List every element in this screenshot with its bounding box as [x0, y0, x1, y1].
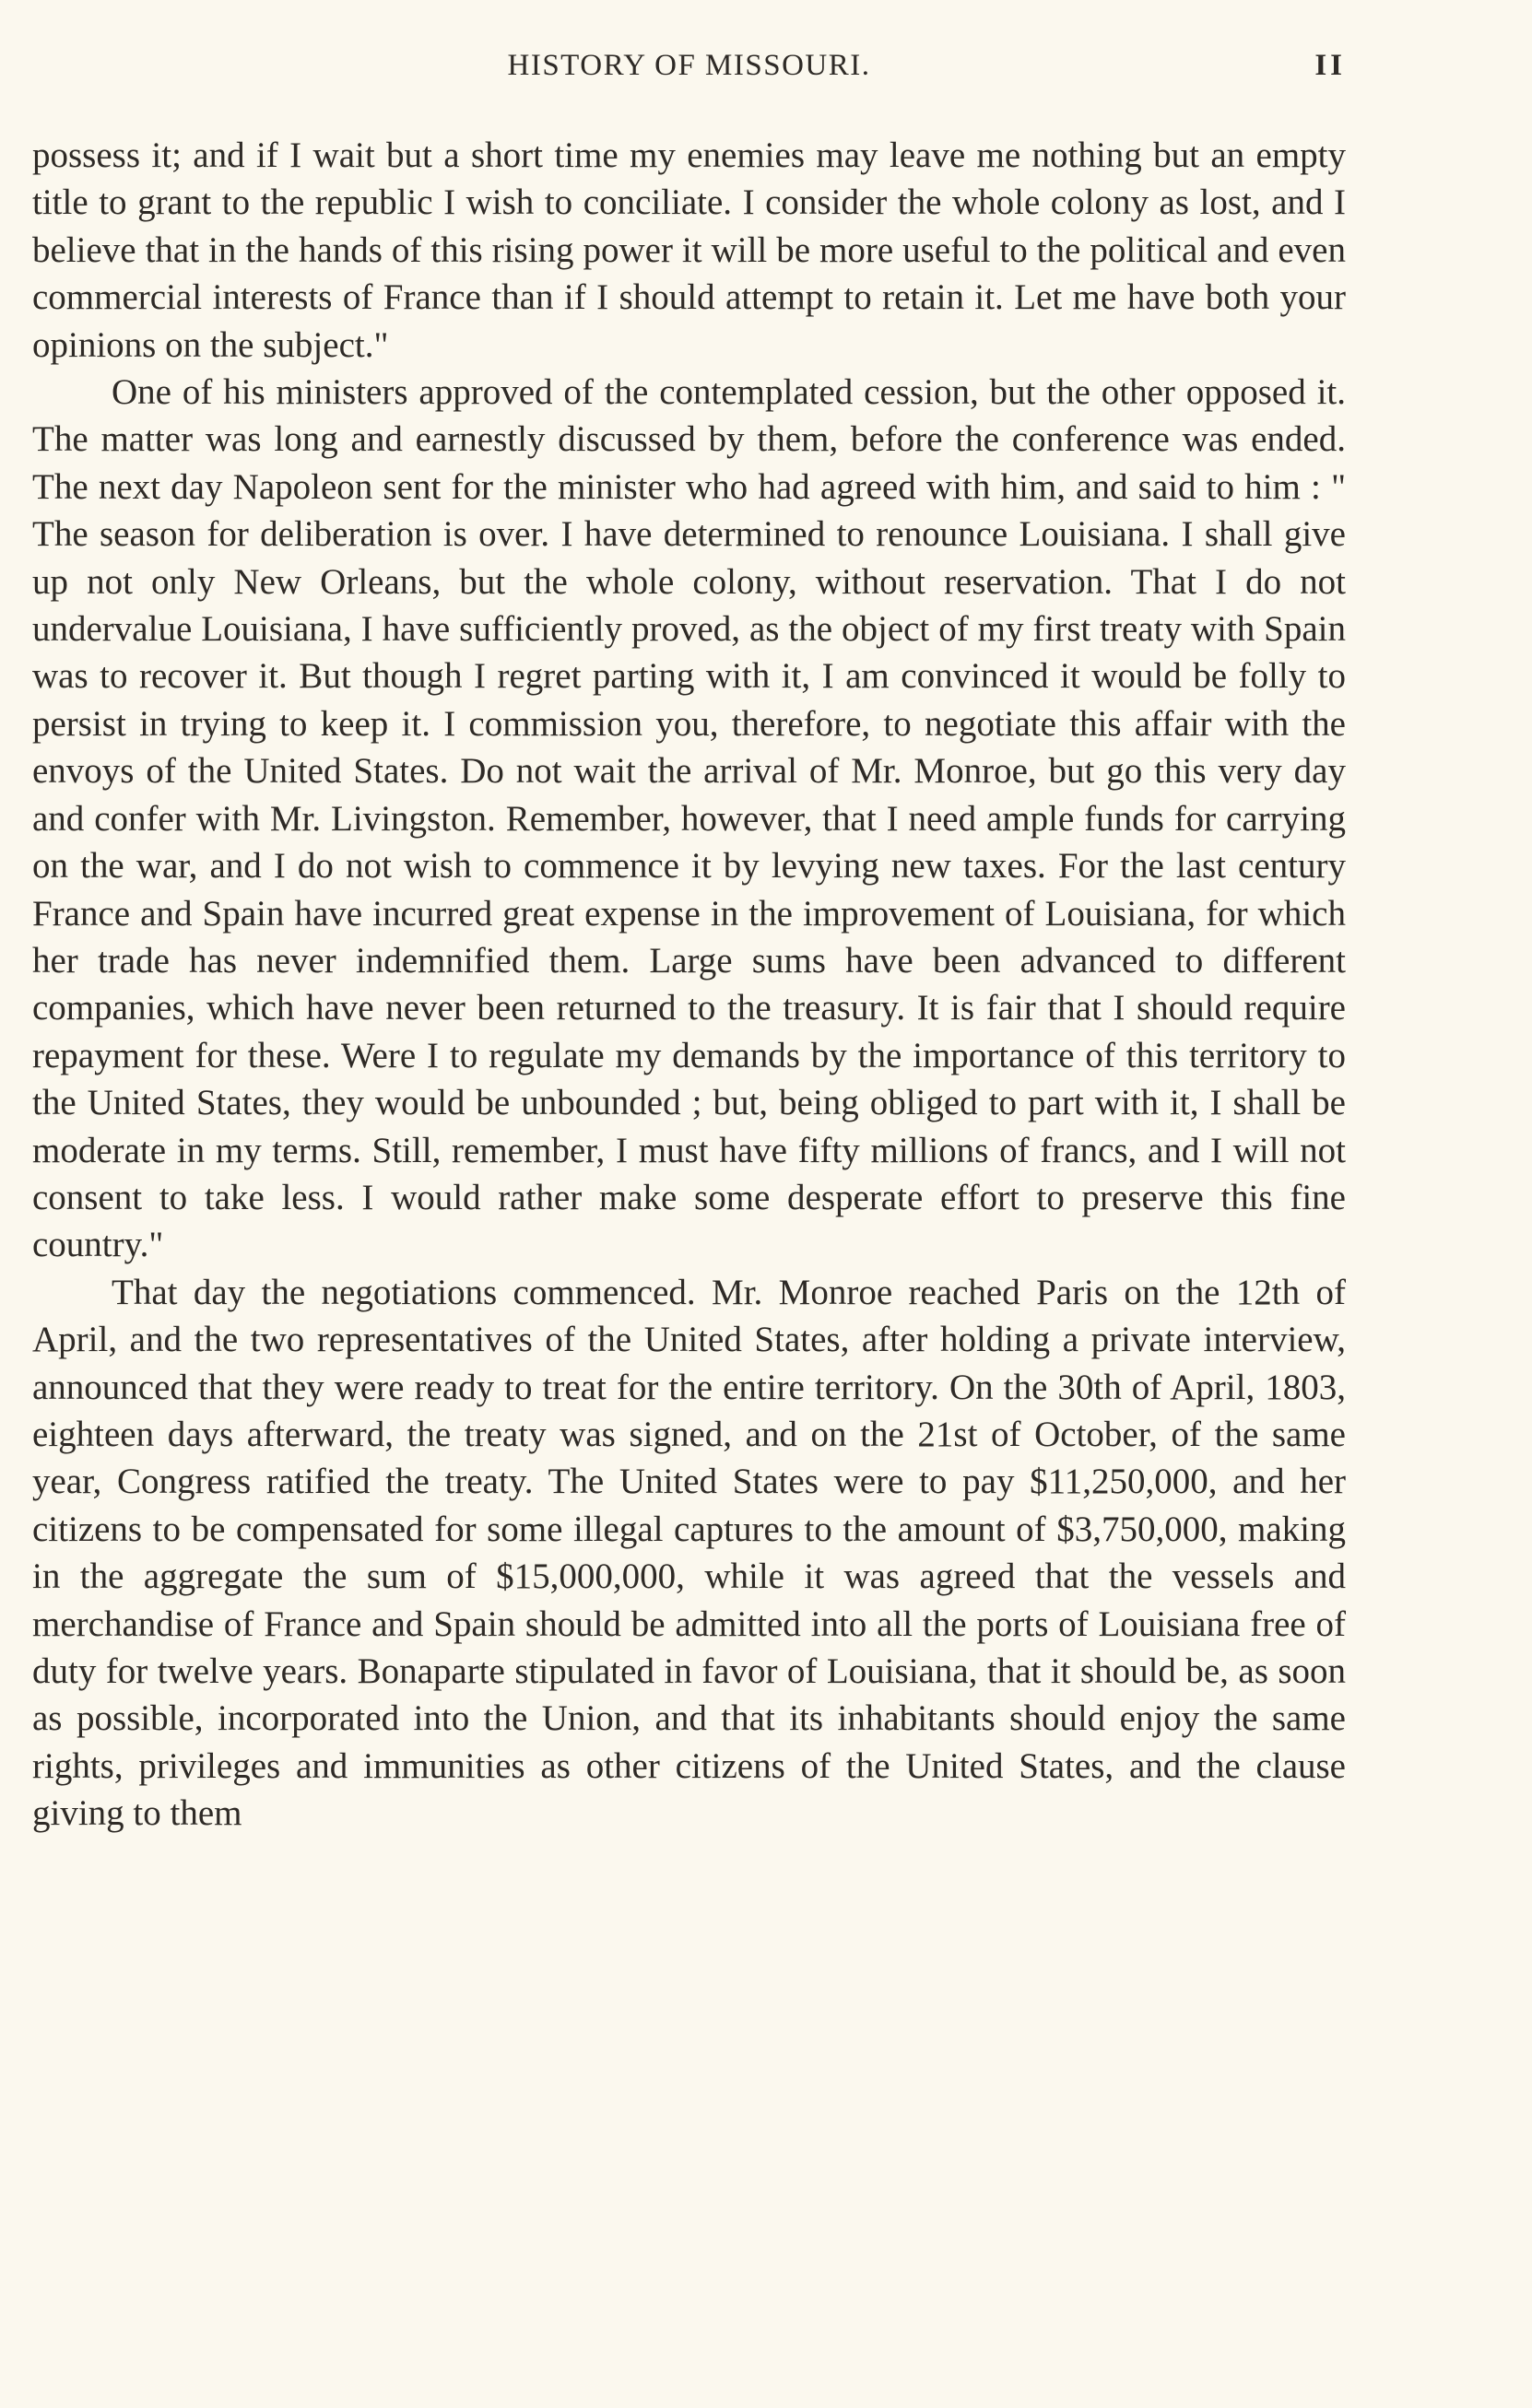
book-page: [32, 0, 1346, 2408]
body-text: [32, 132, 1346, 1838]
paragraph-negotiations: That day the negotiations commenced. Mr. Monroe reached Paris on the 12th of April, and the two representatives of the United States, after holding a private interview, announced that they were ready to treat for the entire territory. On the 30th of April, 1803, eighteen days afterward, the treaty was signed, and on the 21st of October, of the same year, Congress ratified the treaty. The United States were to pay $11,250,000, and her citizens to be compensated for some illegal captures to the amount of $3,750,000, making in the aggregate the sum of $15,000,000, while it was agreed that the vessels and merchandise of France and Spain should be admitted into all the ports of Louisiana free of duty for twelve years. Bonaparte stipulated in favor of Louisiana, that it should be, as soon as possible, incorporated into the Union, and that its inhabitants should enjoy the same rights, privileges and immunities as other citizens of the United States, and the clause giving to them: [32, 1272, 1346, 1834]
paragraph-ministers: One of his ministers approved of the contemplated cession, but the other opposed it. The matter was long and earnestly discussed by them, before the conference was ended. The next day Napoleon sent for the minister who had agreed with him, and said to him : " The season for deliberation is over. I have determined to renounce Louisiana. I shall give up not only New Orleans, but the whole colony, without reservation. That I do not undervalue Louisiana, I have sufficiently proved, as the object of my first treaty with Spain was to recover it. But though I regret parting with it, I am convinced it would be folly to persist in trying to keep it. I commission you, therefore, to negotiate this affair with the envoys of the United States. Do not wait the arrival of Mr. Monroe, but go this very day and confer with Mr. Livingston. Remember, however, that I need ample funds for carrying on the war, and I do not wish to commence it by levying new taxes. For the last century France and Spain have incurred great expense in the improvement of Louisiana, for which her trade has never indemnified them. Large sums have been advanced to different companies, which have never been returned to the treasury. It is fair that I should require repayment for these. Were I to regulate my demands by the importance of this territory to the United States, they would be unbounded ; but, being obliged to part with it, I shall be moderate in my terms. Still, remember, I must have fifty millions of francs, and I will not consent to take less. I would rather make some desperate effort to preserve this fine country.": [32, 372, 1346, 1265]
running-title: HISTORY OF MISSOURI.: [507, 49, 871, 82]
paragraph-continued: possess it; and if I wait but a short time my enemies may leave me nothing but an empty title to grant to the republic I wish to conciliate. I consider the whole colony as lost, and I believe that in the hands of this rising power it will be more useful to the political and even commercial interests of France than if I should attempt to retain it. Let me have both your opinions on the subject.": [32, 135, 1346, 365]
running-head: [32, 42, 1346, 88]
page-number: II: [1314, 49, 1346, 82]
